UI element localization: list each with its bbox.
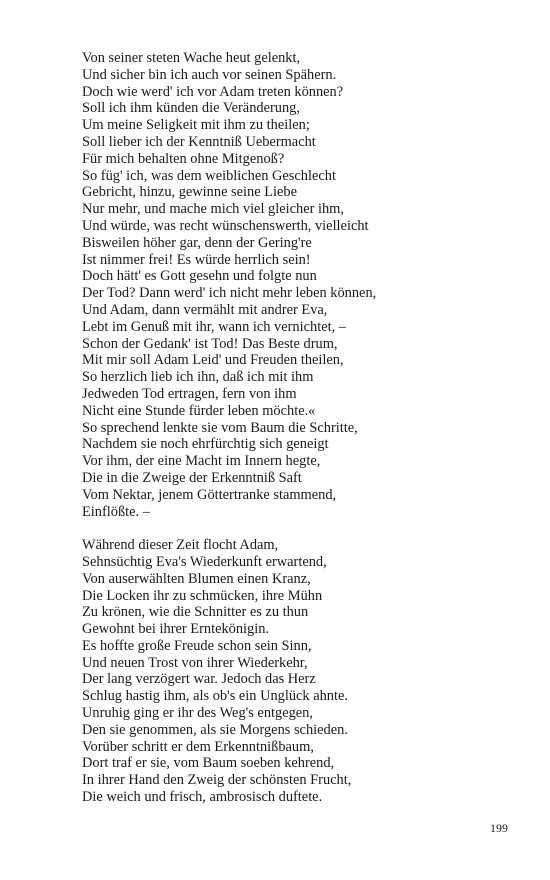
poem-line: Und würde, was recht wünschenswerth, vielleicht [82,217,369,234]
page-number: 199 [490,821,508,835]
poem-line: Der Tod? Dann werd' ich nicht mehr leben können, [82,285,377,302]
poem-line: Einflößte. – [82,503,150,520]
poem-line: Mit mir soll Adam Leid' und Freuden theilen, [82,352,344,369]
poem-line: Nur mehr, und mache mich viel gleicher ihm, [82,201,344,218]
poem-line: Vor ihm, der eine Macht im Innern hegte, [82,453,321,470]
poem-line: In ihrer Hand den Zweig der schönsten Frucht, [82,772,352,789]
poem-text [82,50,522,806]
poem-line: Den sie genommen, als sie Morgens schieden. [82,721,348,738]
poem-line: Unruhig ging er ihr des Weg's entgegen, [82,705,313,722]
poem-line: Sehnsüchtig Eva's Wiederkunft erwartend, [82,553,327,570]
poem-line: Vom Nektar, jenem Göttertranke stammend, [82,486,337,503]
poem-line: Doch wie werd' ich vor Adam treten können? [82,83,344,100]
poem-line: So sprechend lenkte sie vom Baum die Schritte, [82,419,358,436]
poem-line: Lebt im Genuß mit ihr, wann ich vernichtet, – [82,318,346,335]
poem-line: Bisweilen höher gar, denn der Gering're [82,234,312,251]
stanza-2 [82,537,522,806]
poem-line: Von auserwählten Blumen einen Kranz, [82,570,311,587]
poem-line: Und neuen Trost von ihrer Wiederkehr, [82,654,308,671]
poem-line: Soll ich ihm künden die Veränderung, [82,100,300,117]
poem-line: Nicht eine Stunde fürder leben möchte.« [82,402,316,419]
poem-line: So herzlich lieb ich ihn, daß ich mit ihm [82,369,314,386]
poem-line: Nachdem sie noch ehrfürchtig sich geneigt [82,436,329,453]
poem-line: Der lang verzögert war. Jedoch das Herz [82,671,316,688]
poem-line: Die in die Zweige der Erkenntniß Saft [82,469,302,486]
poem-line: Die Locken ihr zu schmücken, ihre Mühn [82,587,323,604]
poem-line: Die weich und frisch, ambrosisch duftete. [82,789,323,806]
poem-line: Gewohnt bei ihrer Erntekönigin. [82,621,270,638]
poem-line: Und Adam, dann vermählt mit andrer Eva, [82,301,328,318]
poem-line: Doch hätt' es Gott gesehn und folgte nun [82,268,317,285]
poem-line: Zu krönen, wie die Schnitter es zu thun [82,604,309,621]
poem-line: Schon der Gedank' ist Tod! Das Beste drum, [82,335,338,352]
poem-line: Jedweden Tod ertragen, fern von ihm [82,385,297,402]
poem-line: Vorüber schritt er dem Erkenntnißbaum, [82,738,314,755]
poem-line: Und sicher bin ich auch vor seinen Spähern. [82,66,337,83]
poem-line: Von seiner steten Wache heut gelenkt, [82,50,301,66]
poem-line: Während dieser Zeit flocht Adam, [82,537,279,554]
poem-line: Für mich behalten ohne Mitgenoß? [82,150,285,167]
poem-line: Ist nimmer frei! Es würde herrlich sein! [82,251,311,268]
poem-line: Dort traf er sie, vom Baum soeben kehrend, [82,755,335,772]
poem-line: Es hoffte große Freude schon sein Sinn, [82,637,312,654]
poem-line: Soll lieber ich der Kenntniß Uebermacht [82,133,316,150]
poem-line: Um meine Seligkeit mit ihm zu theilen; [82,117,310,134]
stanza-1 [82,50,522,520]
poem-line: Schlug hastig ihm, als ob's ein Unglück ahnte. [82,688,348,705]
poem-line: So füg' ich, was dem weiblichen Geschlecht [82,167,336,184]
poem-line: Gebricht, hinzu, gewinne seine Liebe [82,184,297,201]
